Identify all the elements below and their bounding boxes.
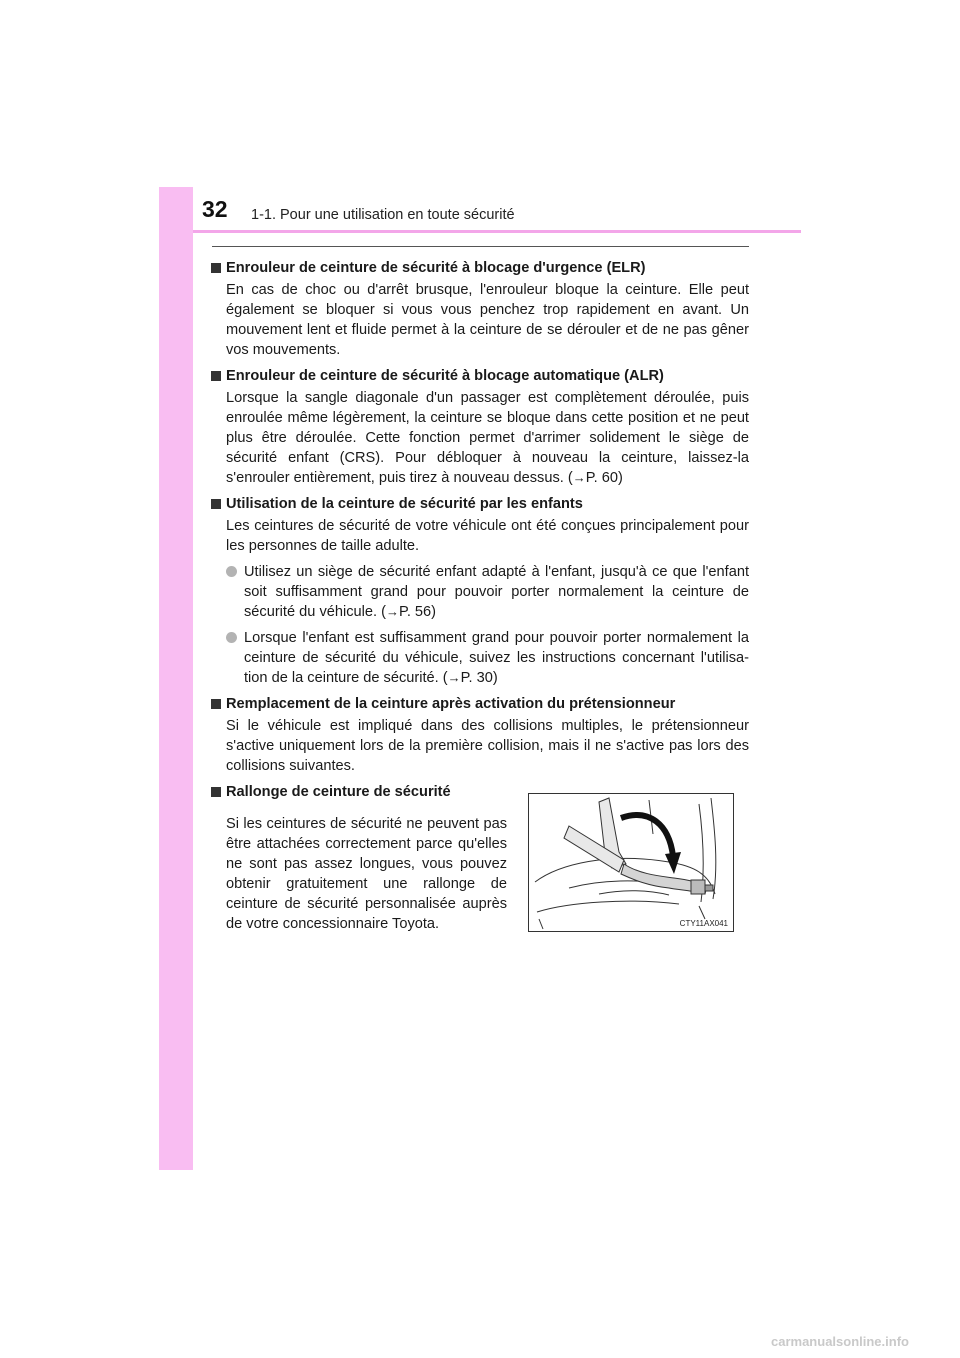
section-paragraph: Si le véhicule est impliqué dans des collisions multiples, le prétensionneur s'active uniquement lors de la première collision, mais il ne s'active pas lors des collisions suivantes.	[226, 718, 749, 774]
section-paragraph: Les ceintures de sécurité de votre véhicule ont été conçues principalement pour les personnes de taille adulte.	[226, 518, 749, 554]
square-bullet-icon	[211, 263, 221, 273]
section-elr	[211, 258, 749, 360]
square-bullet-icon	[211, 371, 221, 381]
section-alr	[211, 366, 749, 488]
page-number: 32	[202, 196, 228, 222]
content-divider	[212, 246, 749, 247]
list-item: Lorsque l'enfant est suffisamment grand pour pouvoir porter normalement la ceinture de sécurité du véhicule, suivez les instructions concernant l'utilisa-tion de la ceinture de sécurité. (→P. 30)	[211, 628, 749, 688]
section-heading: Utilisation de la ceinture de sécurité par les enfants	[226, 496, 583, 512]
section-heading: Remplacement de la ceinture après activation du prétensionneur	[226, 696, 676, 712]
section-pretensioner	[211, 694, 749, 776]
section-title: 1-1. Pour une utilisation en toute sécurité	[251, 207, 515, 223]
seat-illustration-icon	[529, 794, 733, 931]
page-ref-arrow-icon: →	[572, 470, 586, 485]
square-bullet-icon	[211, 787, 221, 797]
section-paragraph: Si les ceintures de sécurité ne peuvent pas être attachées correctement parce qu'elles ne sont pas assez longues, vous pouvez obtenir gratuitement une rallonge de ceinture de sécurité personnalisée auprès de votre concessionnaire Toyota.	[226, 816, 507, 932]
section-paragraph: En cas de choc ou d'arrêt brusque, l'enrouleur bloque la ceinture. Elle peut également se bloquer si vous vous penchez trop rapidement en avant. Un mouvement lent et fluide permet à la ceinture de se dérouler et de ne pas gêner vos mouvements.	[226, 282, 749, 358]
list-item: Utilisez un siège de sécurité enfant adapté à l'enfant, jusqu'à ce que l'enfant soit suffisamment grand pour pouvoir porter normalement la ceinture de sécurité du véhicule. (→P. 56)	[211, 562, 749, 622]
section-heading: Enrouleur de ceinture de sécurité à blocage d'urgence (ELR)	[226, 260, 646, 276]
page-reference-link[interactable]: P. 56)	[398, 604, 437, 620]
section-heading: Rallonge de ceinture de sécurité	[226, 784, 451, 800]
page-ref-arrow-icon: →	[385, 604, 399, 619]
section-children	[211, 494, 749, 688]
seat-belt-extender-illustration	[528, 793, 734, 932]
square-bullet-icon	[211, 699, 221, 709]
page-reference-link[interactable]: P. 30)	[460, 670, 498, 686]
figure-code: CTY11AX041	[679, 919, 728, 928]
header-rule	[193, 230, 801, 233]
section-heading: Enrouleur de ceinture de sécurité à blocage automatique (ALR)	[226, 368, 664, 384]
circle-bullet-icon	[226, 566, 237, 577]
watermark: carmanualsonline.info	[771, 1334, 909, 1349]
pink-side-tab	[159, 187, 193, 1170]
circle-bullet-icon	[226, 632, 237, 643]
section-paragraph: Lorsque la sangle diagonale d'un passager est complètement déroulée, puis enroulée même légèrement, la ceinture se bloque dans cette position et ne peut plus être déroulée. Cette fonction permet d'arrimer solidement le siège de sécurité enfant (CRS). Pour débloquer à nouveau la ceinture, laissez-la s'enrouler entièrement, puis tirez à nouveau dessus. (→P. 60)	[226, 390, 749, 486]
page-ref-arrow-icon: →	[447, 670, 461, 685]
page-reference-link[interactable]: P. 60)	[585, 470, 623, 486]
square-bullet-icon	[211, 499, 221, 509]
